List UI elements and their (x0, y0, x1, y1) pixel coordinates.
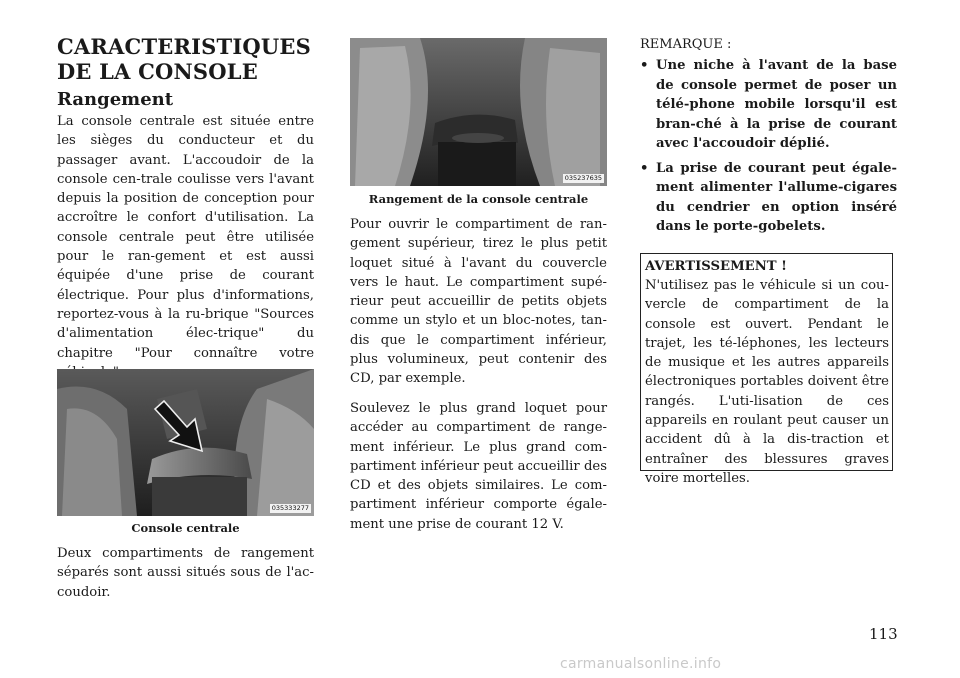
console-illustration (57, 369, 314, 516)
console-photo (57, 369, 314, 516)
note-item (640, 159, 897, 237)
storage-illustration (350, 38, 607, 186)
note-heading: REMARQUE : (640, 37, 732, 52)
watermark: carmanualsonline.info (560, 656, 722, 672)
intro-paragraph: La console centrale est située entre les sièges du conducteur et du passager avant. L'accoudoir de la console cen-trale coulisse vers l'avant depuis la position de conception pour accroître le confort d'utilisation. La console centrale peut être utilisée pour le ran-gement et est aussi équipée d'une prise de courant électrique. Pour plus d'informations, reportez-vous à la ru-brique "Sources d'alimentation élec-trique" du chapitre "Pour connaître votre (57, 114, 314, 361)
warning-heading: AVERTISSEMENT ! (645, 259, 787, 274)
compartments-paragraph: Deux compartiments de rangement séparés sont aussi situés sous de l'ac-coudoir. (57, 546, 314, 600)
note-item (640, 56, 897, 154)
page-number: 113 (869, 625, 898, 643)
section-subtitle: Rangement (57, 89, 174, 110)
warning-box (640, 253, 893, 486)
storage-photo (350, 38, 607, 186)
upper-compartment-paragraph: Pour ouvrir le compartiment de ran-gement supérieur, tirez le plus petit loquet situé à l'avant du couvercle vers le haut. Le compartiment supé-rieur peut accueillir de petits objets comme un stylo et un bloc-notes, tan-dis que le compartiment inférieur, plus volumineux, peut contenir des CD, par exemple. (350, 217, 607, 387)
note-text: La prise de courant peut égale-ment alimenter l'allume-cigares du cendrier en option inséré dans le porte-gobelets. (656, 160, 897, 234)
section-title: CARACTERISTIQUES DE LA CONSOLE (57, 34, 311, 84)
bullet-icon: • (640, 160, 649, 176)
figure-code: 035333277 (271, 504, 309, 512)
figure-caption: Console centrale (131, 521, 240, 535)
note-list (640, 56, 897, 242)
figure-caption: Rangement de la console centrale (368, 192, 589, 206)
figure-code: 035237635 (564, 174, 602, 182)
lower-compartment-paragraph: Soulevez le plus grand loquet pour accéder au compartiment de range-ment inférieur. Le plus grand com-partiment inférieur peut accueillir des CD et des objets similaires. Le com-partiment inférieur comporte égale-ment une prise de courant 12 V. (350, 401, 607, 532)
note-text: Une niche à l'avant de la base de console permet de poser un télé-phone mobile lorsqu'il est bran-ché à la prise de courant avec l'accoudoir déplié. (656, 58, 897, 151)
bullet-icon: • (640, 58, 649, 73)
warning-text: N'utilisez pas le véhicule si un cou-vercle de compartiment de la console est ouvert. Pendant le trajet, les té-léphones, les lecteurs de musique et les autres appareils électroniques portables doivent être rangés. L'uti-lisation de ces appareils en roulant peut causer un accident dû à la dis-traction et entraîner des blessures graves voire mortelles. (645, 278, 889, 486)
